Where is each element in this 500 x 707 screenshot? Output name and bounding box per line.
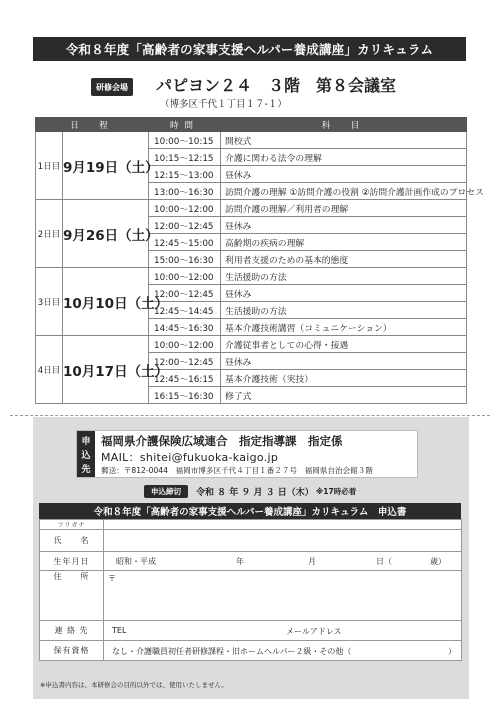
- venue-name: パピヨン２４ ３階 第８会議室: [156, 76, 397, 95]
- session-subject: 生活援助の方法: [221, 268, 467, 285]
- session-time: 12:00〜12:45: [149, 217, 221, 234]
- schedule-row: [36, 200, 467, 217]
- deadline-note: ※17時必着: [316, 487, 357, 496]
- application-contact-box: [76, 430, 418, 478]
- session-time: 10:00〜10:15: [149, 132, 221, 149]
- privacy-footnote: ※申込書内容は、本研修会の目的以外では、使用いたしません。: [40, 681, 228, 689]
- qualification-field[interactable]: [104, 641, 462, 661]
- schedule-body: [36, 132, 484, 404]
- session-time: 12:15〜13:00: [149, 166, 221, 183]
- schedule-table: [35, 117, 484, 404]
- session-time: 10:15〜12:15: [149, 149, 221, 166]
- header-time: 時間: [149, 118, 221, 132]
- furigana-field[interactable]: [104, 520, 462, 530]
- session-time: 10:00〜12:00: [149, 200, 221, 217]
- session-time: 12:00〜12:45: [149, 285, 221, 302]
- form-title: 令和８年度「高齢者の家事支援ヘルパー養成講座」カリキュラム 申込書: [39, 503, 461, 519]
- birth-age-label: 歳）: [430, 557, 446, 566]
- session-time: 10:00〜12:00: [149, 268, 221, 285]
- qualification-label: 保有資格: [40, 641, 104, 661]
- schedule-row: [36, 336, 467, 353]
- day-date: 10月17日（土）: [63, 336, 149, 404]
- name-field[interactable]: [104, 530, 462, 552]
- birth-year-label: 年: [236, 557, 244, 566]
- postal-mark: 〒: [108, 574, 116, 583]
- contact-field[interactable]: [104, 621, 462, 641]
- session-time: 12:45〜14:45: [149, 302, 221, 319]
- session-time: 13:00〜16:30: [149, 183, 221, 200]
- application-tag-char: 申: [81, 436, 91, 447]
- session-time: 12:00〜12:45: [149, 353, 221, 370]
- form-table: [39, 519, 462, 661]
- session-time: 12:45〜16:15: [149, 370, 221, 387]
- address-field[interactable]: [104, 571, 462, 621]
- birth-era: 昭和・平成: [116, 557, 156, 566]
- session-subject: 基本介護技術（実技）: [221, 370, 467, 387]
- address-label: 住 所: [40, 571, 104, 621]
- session-time: 12:45〜15:00: [149, 234, 221, 251]
- curriculum-title: 令和８年度「高齢者の家事支援ヘルパー養成講座」カリキュラム: [33, 37, 466, 61]
- application-org: 福岡県介護保険広域連合 指定指導課 指定係: [101, 434, 343, 448]
- session-subject: 利用者支援のための基本的態度: [221, 251, 467, 268]
- session-subject: 高齢期の疾病の理解: [221, 234, 467, 251]
- session-subject: 生活援助の方法: [221, 302, 467, 319]
- session-subject: 訪問介護の理解 ①訪問介護の役割 ②訪問介護計画作成のプロセス: [221, 183, 467, 200]
- header-date: 日 程: [36, 118, 149, 132]
- session-time: 14:45〜16:30: [149, 319, 221, 336]
- session-subject: 介護従事者としての心得・接遇: [221, 336, 467, 353]
- birthdate-label: 生年月日: [40, 552, 104, 571]
- application-form: [39, 503, 461, 661]
- session-subject: 修了式: [221, 387, 467, 404]
- contact-label: 連 絡 先: [40, 621, 104, 641]
- day-number: 4日目: [36, 336, 63, 404]
- qualification-options: なし・介護職員初任者研修課程・旧ホームヘルパー２級・その他（: [112, 646, 352, 656]
- furigana-label: フリガナ: [40, 520, 104, 530]
- session-subject: 基本介護技術講習（コミュニケーション）: [221, 319, 467, 336]
- deadline-date: 令和 ８ 年 ９ 月 ３ 日（木）: [196, 488, 314, 498]
- application-email[interactable]: MAIL：shitei@fukuoka-kaigo.jp: [101, 451, 279, 464]
- venue-address: （博多区千代１丁目１７-１）: [160, 99, 287, 110]
- schedule-header-row: [36, 118, 467, 132]
- session-subject: 昼休み: [221, 166, 467, 183]
- email-label: メールアドレス: [286, 626, 342, 636]
- session-time: 10:00〜12:00: [149, 336, 221, 353]
- birthdate-field[interactable]: [104, 552, 462, 571]
- session-time: 15:00〜16:30: [149, 251, 221, 268]
- cut-line: [10, 415, 490, 416]
- session-subject: 昼休み: [221, 217, 467, 234]
- day-date: 9月26日（土）: [63, 200, 149, 268]
- day-number: 1日目: [36, 132, 63, 200]
- application-tag-char: 込: [81, 450, 91, 461]
- deadline-badge: 申込締切: [144, 485, 188, 498]
- birth-month-label: 月: [308, 557, 316, 566]
- day-date: 9月19日（土）: [63, 132, 149, 200]
- qualification-close: ）: [448, 646, 456, 656]
- application-tag-char: 先: [81, 464, 91, 475]
- venue-badge: 研修会場: [91, 78, 133, 96]
- session-time: 16:15〜16:30: [149, 387, 221, 404]
- session-subject: 訪問介護の理解／利用者の理解: [221, 200, 467, 217]
- schedule-row: [36, 268, 467, 285]
- day-number: 2日目: [36, 200, 63, 268]
- application-postal-address: 郵送：〒812-0044 福岡市博多区千代４丁目１番２７号 福岡県自治会館３階: [101, 466, 373, 475]
- tel-label: TEL: [112, 625, 127, 635]
- birth-day-label: 日（: [376, 557, 392, 566]
- session-subject: 開校式: [221, 132, 467, 149]
- session-subject: 昼休み: [221, 285, 467, 302]
- header-subject: 科 目: [221, 118, 467, 132]
- day-date: 10月10日（土）: [63, 268, 149, 336]
- name-label: 氏 名: [40, 530, 104, 552]
- session-subject: 介護に関わる法令の理解: [221, 149, 467, 166]
- schedule-row: [36, 132, 467, 149]
- application-tag: [77, 431, 95, 477]
- session-subject: 昼休み: [221, 353, 467, 370]
- day-number: 3日目: [36, 268, 63, 336]
